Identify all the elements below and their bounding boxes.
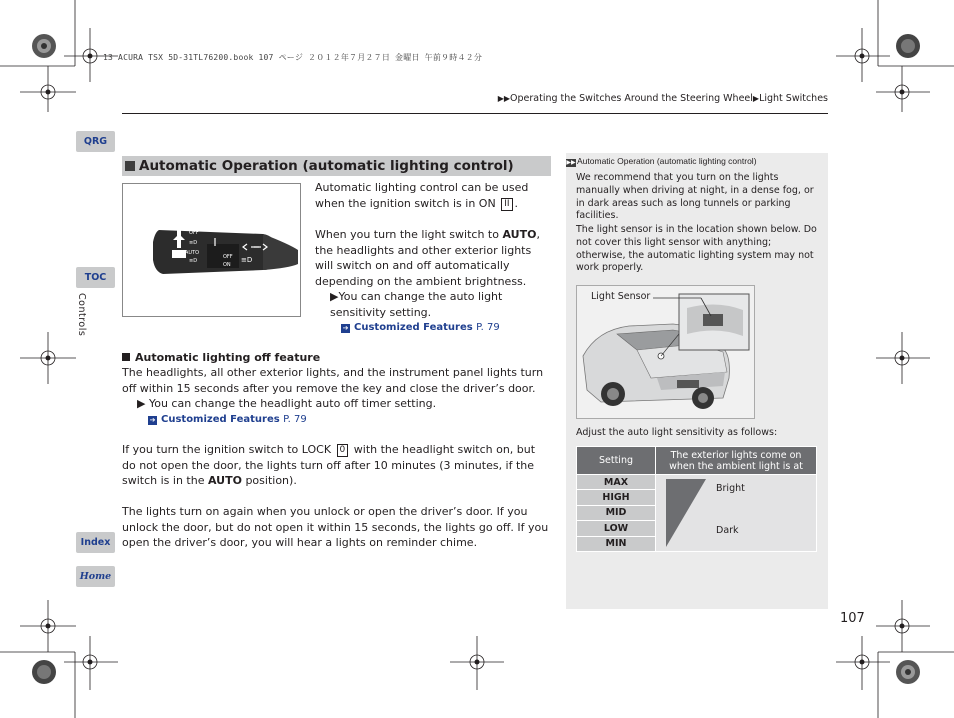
pointer-icon: ▶: [137, 397, 146, 410]
stalk-drawing: [123, 184, 300, 316]
lock-pre: If you turn the ignition switch to LOCK: [122, 443, 332, 456]
level-max: MAX: [577, 475, 656, 490]
level-high: HIGH: [577, 490, 656, 505]
car-drawing: [577, 286, 754, 418]
controls-side-tab: Controls: [76, 293, 87, 337]
lock-post: position).: [245, 474, 297, 487]
reminder-paragraph: The lights turn on again when you unlock or open the driver’s door. If you unlock the door, but do not open it within 15 seconds, the lights go off. If you open the driver’s door, you will hear a lights on reminder chime.: [122, 505, 549, 549]
toc-button[interactable]: TOC: [76, 267, 115, 288]
link2-page[interactable]: P. 79: [283, 414, 307, 425]
svg-text:≡D: ≡D: [241, 256, 253, 264]
intro-end: .: [514, 196, 519, 210]
customized-features-link-1[interactable]: [341, 319, 551, 336]
link-arrow-icon: ➔: [149, 416, 156, 424]
ignition-on-key: II: [501, 198, 512, 211]
auto-off-heading: [122, 350, 552, 366]
section-square-icon: [125, 161, 135, 171]
level-min: MIN: [577, 536, 656, 551]
sensitivity-note-text: You can change the auto light sensitivity setting.: [330, 290, 503, 319]
sidebar-title-text: Automatic Operation (automatic lighting control): [577, 156, 757, 166]
pointer-icon: ▶: [330, 290, 339, 303]
lock-bold: AUTO: [207, 474, 242, 487]
auto-post-text: , the headlights and other exterior lights will switch on and off automatically depending on the ambient brightness.: [315, 228, 540, 288]
setting-column-header: Setting: [577, 447, 656, 475]
auto-off-note-text: You can change the headlight auto off timer setting.: [148, 397, 437, 410]
header-rule: [122, 113, 828, 114]
heading-square-icon: [122, 353, 130, 361]
sidebar-title: [566, 156, 757, 167]
sidebar-p1: We recommend that you turn on the lights manually when driving at night, in a dense fog, or in dark areas such as long tunnels or parking facilities.: [576, 172, 814, 222]
link1-page[interactable]: P. 79: [476, 322, 500, 333]
note-icon: ▶▶: [566, 160, 576, 166]
sensitivity-note: [330, 289, 550, 320]
double-arrow-icon: ▶▶: [497, 94, 511, 103]
stalk-off2-label: OFF: [223, 254, 233, 260]
brightness-scale: [656, 475, 817, 552]
auto-paragraph: [315, 227, 551, 289]
link2-label[interactable]: Customized Features: [161, 414, 280, 425]
adjust-text: Adjust the auto light sensitivity as follows:: [576, 427, 778, 438]
breadcrumb-section[interactable]: Operating the Switches Around the Steering Wheel: [510, 93, 753, 104]
bright-label: Bright: [716, 483, 745, 494]
home-button[interactable]: Home: [76, 566, 115, 587]
auto-off-text: The headlights, all other exterior lights, and the instrument panel lights turn off within 15 seconds after you remove the key and close the driver’s door.: [122, 366, 544, 395]
table-header-row: [577, 447, 817, 475]
svg-text:≡D: ≡D: [189, 240, 198, 246]
ambient-column-header: The exterior lights come on when the ambient light is at: [656, 447, 817, 475]
stalk-on-label: ON: [223, 262, 231, 268]
customized-features-link-2[interactable]: [148, 411, 548, 428]
arrow-icon: ▶: [752, 94, 760, 103]
link1-label[interactable]: Customized Features: [354, 322, 473, 333]
page-number: 107: [840, 611, 865, 626]
light-sensor-photo: [576, 285, 755, 419]
lock-mid: with the headlight switch on, but do not open the door, the lights turn off after 10 minutes (3 minutes, if the switch is in the: [122, 443, 536, 487]
light-switch-illustration: [122, 183, 301, 317]
link-arrow-icon: ➔: [342, 324, 349, 332]
qrg-button[interactable]: QRG: [76, 131, 115, 152]
table-row: [577, 475, 817, 490]
intro-text: Automatic lighting control can be used when the ignition switch is in ON: [315, 181, 529, 210]
sidebar-p2: The light sensor is in the location shown below. Do not cover this light sensor with anything; otherwise, the automatic lighting system may not work properly.: [576, 224, 817, 274]
auto-off-note: [137, 396, 552, 412]
level-low: LOW: [577, 521, 656, 536]
light-sensor-label: Light Sensor: [591, 291, 651, 302]
print-file-header: 13 ACURA TSX 5D-31TL76200.book 107 ページ ２０１２年７月２７日 金曜日 午前９時４２分: [103, 53, 483, 62]
breadcrumb-page[interactable]: Light Switches: [759, 93, 828, 104]
stalk-off-label: OFF: [189, 230, 199, 236]
lock-key: 0: [337, 444, 349, 457]
auto-off-heading-text: Automatic lighting off feature: [135, 351, 321, 364]
stalk-auto-label: AUTO: [185, 250, 200, 256]
level-mid: MID: [577, 505, 656, 520]
sensitivity-table: [576, 446, 817, 552]
auto-bold: AUTO: [502, 228, 537, 241]
auto-pre-text: When you turn the light switch to: [315, 228, 499, 241]
brightness-wedge: [656, 475, 816, 551]
section-title: Automatic Operation (automatic lighting control): [139, 158, 514, 174]
lock-paragraph: [122, 442, 552, 489]
dark-label: Dark: [716, 525, 739, 536]
breadcrumb: [498, 93, 828, 104]
svg-text:≡D: ≡D: [189, 258, 198, 264]
index-button[interactable]: Index: [76, 532, 115, 553]
intro-paragraph: [315, 180, 551, 211]
section-header: [122, 156, 551, 176]
